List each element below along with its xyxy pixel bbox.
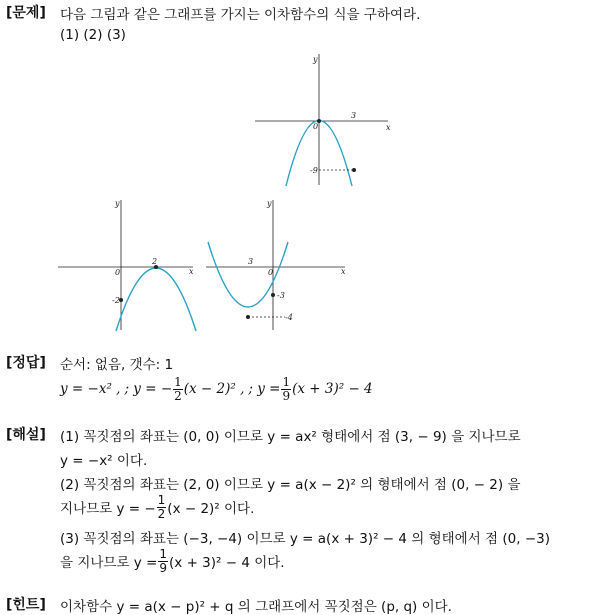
graph-3 [203, 195, 348, 335]
hint-tag: [힌트] [6, 597, 46, 613]
graph-2-tick-x: 2 [152, 257, 158, 266]
explanation-l6-frac [158, 548, 168, 575]
graph-3-tick-x: 3 [248, 257, 254, 266]
answer-eq2-post: (x − 2)² , [183, 381, 245, 397]
graph-3-point [271, 293, 275, 297]
graph-3-tick-y2: -4 [285, 313, 293, 322]
answer-eq1: y = −x² , [60, 381, 121, 397]
answer-eq3-den: 9 [282, 388, 291, 403]
answer-equations [60, 371, 373, 407]
graph-3-tick-y1: -3 [277, 291, 285, 300]
explanation-l4-num: 1 [157, 492, 166, 507]
problem-items: (1) (2) (3) [60, 27, 126, 43]
answer-eq2-num: 1 [174, 374, 182, 389]
graph-2-y-label: y [115, 199, 120, 208]
explanation-line4 [60, 490, 254, 524]
answer-eq2-den: 2 [174, 388, 182, 403]
explanation-l4-frac [157, 494, 167, 521]
explanation-line3: (2) 꼭짓점의 좌표는 (2, 0) 이므로 y = a(x − 2)² 의 형태에서 점 (0, − 2) 을 [60, 477, 521, 493]
graph-1-tick-x: 3 [351, 111, 357, 120]
graph-2-tick-y: -2 [112, 296, 120, 305]
explanation-l6-pre: 을 지나므로 y = [60, 555, 158, 571]
graph-2-origin: 0 [115, 268, 121, 277]
answer-eq3-post: (x + 3)² − 4 [292, 381, 373, 397]
explanation-l6-den: 9 [159, 560, 168, 575]
graph-1-origin: 0 [313, 122, 319, 131]
explanation-line5: (3) 꼭짓점의 좌표는 (−3, −4) 이므로 y = a(x + 3)² − 4 의 형태에서 점 (0, −3) [60, 531, 550, 547]
graph-2 [55, 195, 200, 335]
explanation-line2: y = −x² 이다. [60, 453, 148, 469]
hint-text: 이차함수 y = a(x − p)² + q 의 그래프에서 꼭짓점은 (p, q) 이다. [60, 599, 452, 615]
graph-3-origin: 0 [268, 268, 274, 277]
problem-tag: [문제] [6, 5, 46, 21]
explanation-line6 [60, 543, 285, 579]
explanation-l4-pre: 지나므로 y = − [60, 501, 156, 517]
answer-eq2-pre: ; y = − [124, 381, 173, 397]
graph-2-curve [116, 268, 196, 331]
explanation-l4-post: (x − 2)² 이다. [167, 501, 255, 517]
graph-2-x-label: x [189, 267, 194, 276]
answer-eq3-num: 1 [282, 374, 291, 389]
explanation-l6-num: 1 [159, 546, 168, 561]
graph-1-point [352, 168, 356, 172]
graph-1-x-label: x [386, 123, 391, 132]
explanation-l4-den: 2 [157, 506, 166, 521]
graph-1-tick-y: -9 [310, 166, 318, 175]
graph-3-x-label: x [341, 267, 346, 276]
explanation-tag: [해설] [6, 427, 46, 443]
problem-text: 다음 그림과 같은 그래프를 가지는 이차함수의 식을 구하여라. [60, 7, 421, 23]
graph-3-y-label: y [267, 199, 272, 208]
answer-eq3-pre: ; y = [248, 381, 281, 397]
answer-tag: [정답] [6, 355, 46, 371]
answer-eq2-frac [173, 376, 183, 403]
answer-line1: 순서: 없음, 갯수: 1 [60, 357, 174, 373]
graph-1-y-label: y [313, 55, 318, 64]
graph-3-vertex [246, 315, 250, 319]
graph-3-curve [208, 242, 288, 307]
answer-eq3-frac [281, 376, 291, 403]
explanation-line1: (1) 꼭짓점의 좌표는 (0, 0) 이므로 y = ax² 형태에서 점 (3, − 9) 을 지나므로 [60, 429, 521, 445]
explanation-l6-post: (x + 3)² − 4 이다. [169, 555, 285, 571]
graph-1 [250, 50, 400, 190]
